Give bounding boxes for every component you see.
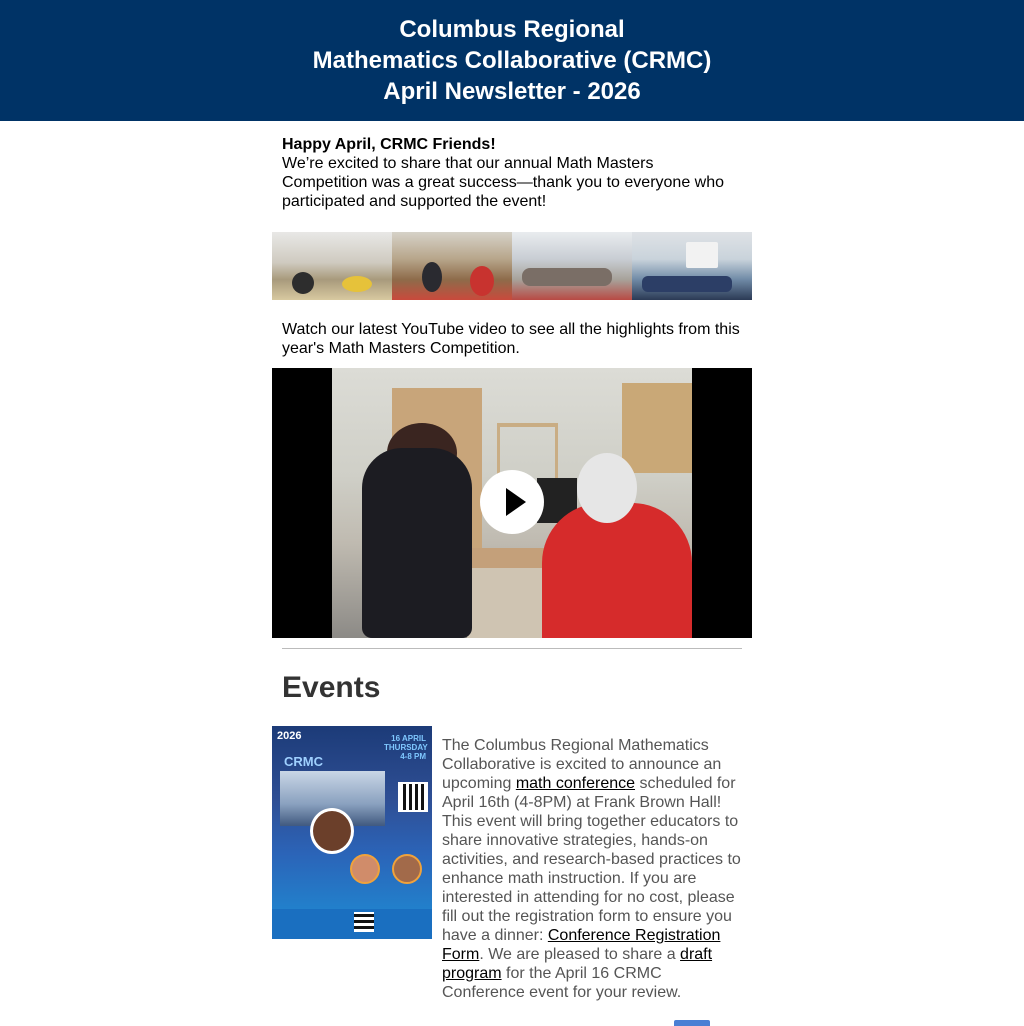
intro-greeting: Happy April, CRMC Friends!	[282, 136, 496, 153]
intro-body: We’re excited to share that our annual Math Masters Competition was a great success—thank you to everyone who participated and supported the event!	[282, 155, 725, 210]
math-conference-link[interactable]: math conference	[515, 775, 636, 792]
flyer-date: 16 APRIL THURSDAY 4-8 PM	[384, 734, 428, 761]
video-intro-text: Watch our latest YouTube video to see all the highlights from this year's Math Masters Competition.	[282, 321, 740, 357]
newsletter-header	[0, 0, 1024, 121]
flyer-qr-icon	[398, 782, 428, 812]
draft-program-link[interactable]: draft program	[442, 946, 713, 982]
youtube-video[interactable]	[272, 368, 752, 638]
intro-block	[272, 121, 752, 211]
registration-form-link[interactable]: Conference Registration Form	[442, 927, 721, 963]
header-line-2: Mathematics Collaborative (CRMC)	[312, 47, 712, 74]
newsletter-content	[272, 121, 752, 1001]
competition-photo-4	[632, 232, 752, 300]
events-description: The Columbus Regional Mathematics Collaborative is excited to announce an upcoming math conference scheduled for April 16th (4-8PM) at Frank Brown Hall! This event will bring together educators to share innovative strategies, hands-on activities, and research-based practices to enhance math instruction. If you are interested in attending for no cost, please fill out the registration form to ensure you have a dinner: Conference Registration Form. We are pleased to share a draft program for the April 16 CRMC Conference event for your review.	[442, 737, 741, 1001]
flyer-brand: CRMC	[284, 754, 323, 769]
partial-button[interactable]	[674, 1020, 710, 1026]
competition-photo-2	[392, 232, 512, 300]
photo-strip	[272, 232, 752, 300]
header-line-1: Columbus Regional	[399, 16, 625, 43]
conference-flyer[interactable]	[272, 726, 432, 939]
play-icon[interactable]	[480, 470, 544, 534]
events-heading: Events	[282, 671, 381, 704]
section-divider	[282, 648, 742, 649]
competition-photo-1	[272, 232, 392, 300]
competition-photo-3	[512, 232, 632, 300]
flyer-year: 2026	[277, 730, 302, 742]
header-line-3: April Newsletter - 2026	[383, 78, 641, 105]
